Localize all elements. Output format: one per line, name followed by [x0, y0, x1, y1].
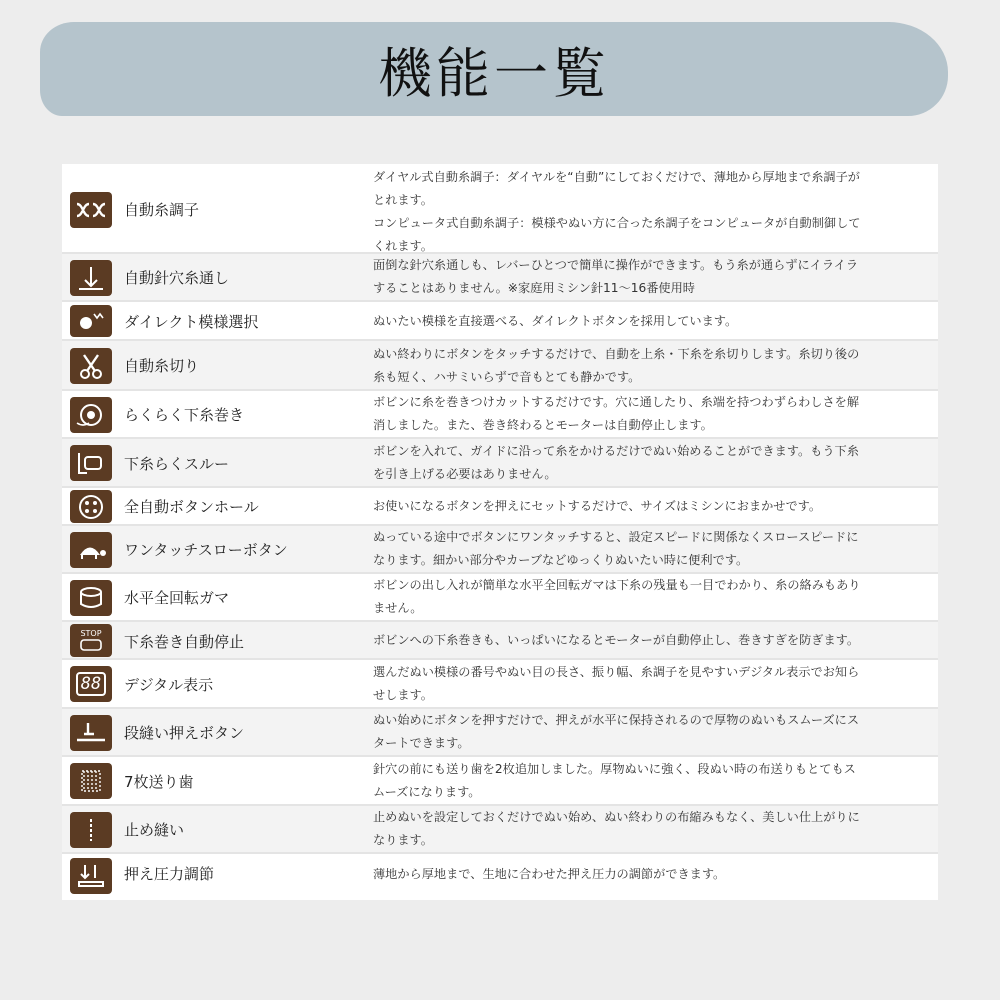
feature-row: [62, 164, 938, 254]
feature-row: [62, 854, 938, 898]
feed-dogs-icon: [70, 763, 112, 799]
feature-name: 水平全回転ガマ: [124, 589, 230, 607]
feature-row: [62, 757, 938, 806]
lock-stitch-icon: [70, 812, 112, 848]
feature-desc: 面倒な針穴糸通しも、レバーひとつで簡単に操作ができます。もう糸が通らずにイライラ することはありません。※家庭用ミシン針11〜16番使用時: [373, 258, 859, 295]
stop-icon: [70, 624, 112, 657]
feature-row: [62, 488, 938, 526]
turtle-icon: [70, 532, 112, 568]
feature-desc: ボビンの出し入れが簡単な水平全回転ガマは下糸の残量も一目でわかり、糸の絡みもあり ません。: [373, 578, 861, 615]
presser-pressure-icon: [70, 858, 112, 894]
feature-desc: 針穴の前にも送り歯を2枚追加しました。厚物ぬいに強く、段ぬい時の布送りもとてもス ムーズになります。: [373, 762, 856, 799]
needle-threader-icon: [70, 260, 112, 296]
buttonhole-icon: [70, 490, 112, 523]
feature-name: 自動糸調子: [124, 201, 200, 219]
feature-row: [62, 526, 938, 574]
feature-row: [62, 439, 938, 488]
rotary-hook-icon: [70, 580, 112, 616]
feature-desc: ぬっている途中でボタンにワンタッチすると、設定スピードに関係なくスロースピードに なります。細かい部分やカーブなどゆっくりぬいたい時に便利です。: [373, 530, 859, 567]
feature-name: ダイレクト模様選択: [124, 313, 259, 331]
feature-desc: お使いになるボタンを押えにセットするだけで、サイズはミシンにおまかせです。: [373, 499, 822, 513]
feature-desc: 選んだぬい模様の番号やぬい目の長さ、振り幅、糸調子を見やすいデジタル表示でお知ら せします。: [373, 665, 860, 702]
bobbin-winder-icon: [70, 397, 112, 433]
feature-row: [62, 391, 938, 439]
feature-name: ワンタッチスローボタン: [124, 541, 288, 559]
thread-tension-icon: [70, 192, 112, 228]
feature-desc: ぬいたい模様を直接選べる、ダイレクトボタンを採用しています。: [373, 314, 738, 328]
feature-row: [62, 341, 938, 391]
feature-row: [62, 660, 938, 709]
feature-row: [62, 806, 938, 854]
feature-name: 押え圧力調節: [124, 865, 215, 883]
feature-name: 全自動ボタンホール: [124, 498, 259, 516]
feature-row: [62, 302, 938, 341]
scissors-icon: [70, 348, 112, 384]
feature-table: [62, 164, 938, 900]
feature-desc: 止めぬいを設定しておくだけでぬい始め、ぬい終わりの布縮みもなく、美しい仕上がりに なります。: [373, 810, 860, 847]
feature-name: らくらく下糸巻き: [124, 406, 245, 424]
feature-row: [62, 574, 938, 622]
feature-name: 下糸らくスルー: [124, 455, 230, 473]
feature-desc: ダイヤル式自動糸調子：ダイヤルを“自動”にしておくだけで、薄地から厚地まで糸調子が とれます。 コンピュータ式自動糸調子：模様やぬい方に合った糸調子をコンピュータが自動制御して くれます。: [373, 170, 861, 253]
feature-desc: 薄地から厚地まで、生地に合わせた押え圧力の調節ができます。: [373, 867, 726, 881]
stop-label: STOP: [80, 629, 102, 638]
digital-readout: 88: [76, 672, 106, 696]
bobbin-thread-icon: [70, 445, 112, 481]
feature-desc: ボビンに糸を巻きつけカットするだけです。穴に通したり、糸端を持つわずらわしさを解 消しました。また、巻き終わるとモーターは自動停止します。: [373, 395, 860, 432]
feature-row: [62, 254, 938, 302]
feature-name: 下糸巻き自動停止: [124, 633, 245, 651]
feature-name: デジタル表示: [124, 676, 214, 694]
feature-desc: ボビンへの下糸巻きも、いっぱいになるとモーターが自動停止し、巻きすぎを防ぎます。: [373, 633, 860, 647]
presser-foot-icon: [70, 715, 112, 751]
feature-name: 自動針穴糸通し: [124, 269, 230, 287]
feature-desc: ぬい終わりにボタンをタッチするだけで、自動を上糸・下糸を糸切りします。糸切り後の 糸も短く、ハサミいらずで音もとても静かです。: [373, 347, 860, 384]
page-title: 機能一覧: [378, 41, 610, 105]
feature-name: 止め縫い: [124, 821, 185, 839]
feature-row: [62, 622, 938, 660]
feature-desc: ボビンを入れて、ガイドに沿って糸をかけるだけでぬい始めることができます。もう下糸 を引き上げる必要はありません。: [373, 444, 859, 481]
digital-display-icon: [70, 666, 112, 702]
feature-name: 段縫い押えボタン: [124, 724, 245, 742]
feature-name: 自動糸切り: [124, 357, 200, 375]
title-banner: [40, 22, 948, 116]
direct-pattern-icon: [70, 305, 112, 337]
feature-desc: ぬい始めにボタンを押すだけで、押えが水平に保持されるので厚物のぬいもスムーズにス タートできます。: [373, 713, 860, 750]
feature-row: [62, 709, 938, 757]
feature-name: 7枚送り歯: [124, 773, 194, 791]
